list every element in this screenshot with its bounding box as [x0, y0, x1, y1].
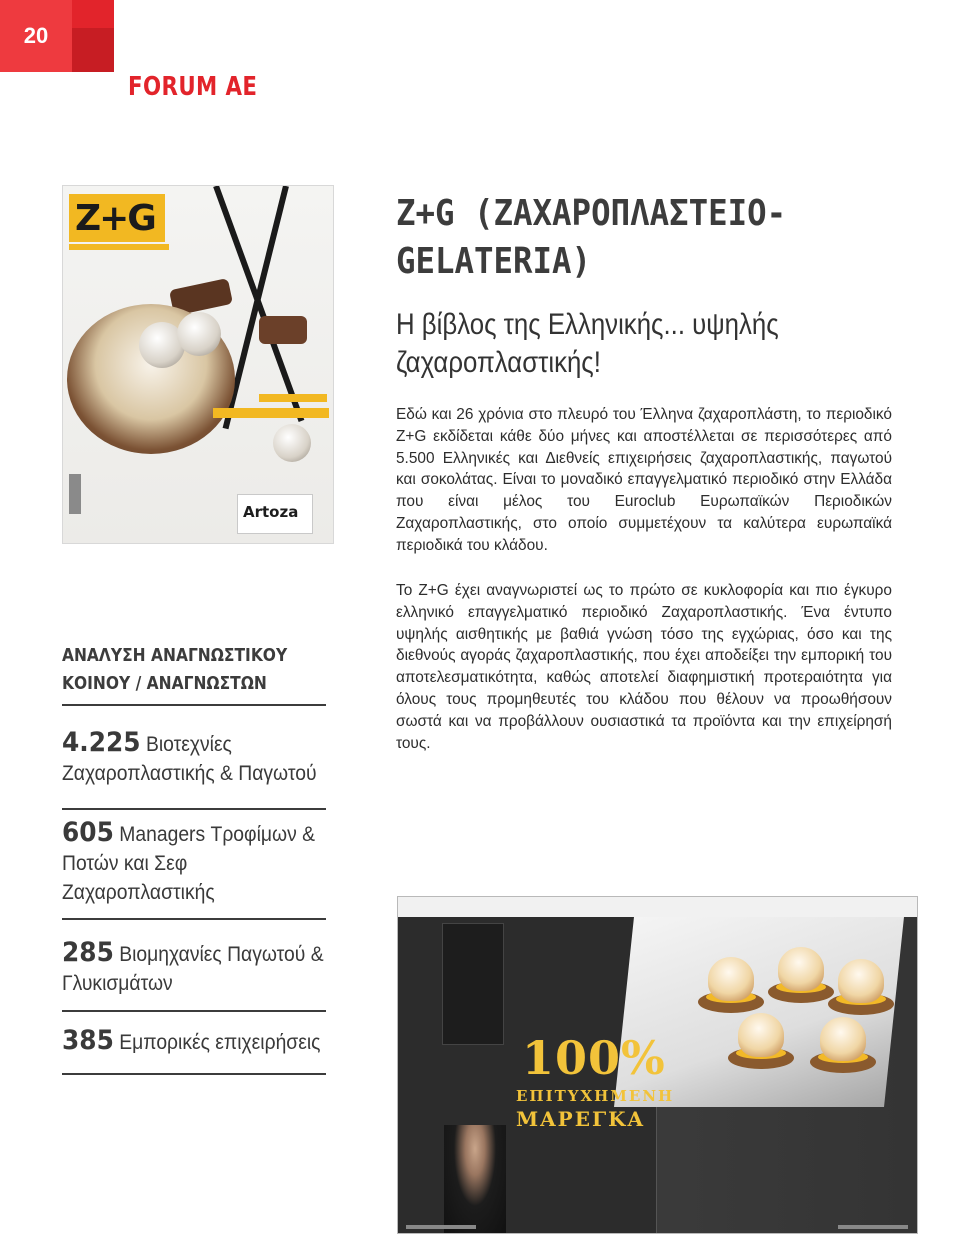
spread-tart — [768, 947, 834, 1003]
divider — [62, 808, 326, 810]
cover-banner — [213, 408, 329, 418]
divider — [62, 704, 326, 706]
stat-label: Βιοτεχνίες Ζαχαροπλαστικής & Παγωτού — [62, 733, 317, 785]
stat-label: Εμπορικές επιχειρήσεις — [119, 1031, 321, 1054]
spread-tart — [698, 957, 764, 1013]
cover-truffle — [273, 424, 311, 462]
article-paragraph: Το Z+G έχει αναγνωριστεί ως το πρώτο σε κυκλοφορία και πιο έγκυρο ελληνικό επαγγελματικό περιοδικό Ζαχαροπλαστικής. Ένα έντυπο υψηλής αισθητικής με βαθιά γνώση τόσο της εγχώριας, όσο και της διεθνούς αγοράς ζαχαροπλαστικής, που έχει αποδείξει την εμπορική του αποτελεσματικότητα, καθώς αποτελεί διαφημιστική προτεραιότητα για όλους τους προμηθευτές του κλάδου που θέλουν να προωθήσουν σωστά και να προβάλλουν ουσιαστικά τα προϊόντα και την επιχείρησή τους. — [396, 582, 892, 752]
spread-footer — [406, 1225, 476, 1229]
article-paragraph: Εδώ και 26 χρόνια στο πλευρό του Έλληνα ζαχαροπλάστη, το περιοδικό Z+G εκδίδεται κάθε δύο μήνες και αποστέλλεται σε περισσότερες από 5.500 Ελληνικές και Διεθνείς επιχειρήσεις ζαχαροπλαστικής, παγωτού και σοκολάτας. Είναι το μοναδικό επαγγελματικό περιοδικό στην Ελλάδα που είναι μέλος του Euroclub Ευρωπαϊκών Περιοδικών Ζαχαροπλαστικής, στο οποίο συμμετέχουν τα καλύτερα ευρωπαϊκά περιοδικά του κλάδου. — [396, 406, 892, 554]
spread-footer — [838, 1225, 908, 1229]
stat-label: Βιομηχανίες Παγωτού & Γλυκισμάτων — [62, 943, 324, 995]
stat-number: 4.225 — [62, 727, 141, 758]
readership-title: ΑΝΑΛΥΣΗ ΑΝΑΓΝΩΣΤΙΚΟΥ ΚΟΙΝΟΥ / ΑΝΑΓΝΩΣΤΩΝ — [62, 645, 288, 694]
readership-stat — [62, 728, 329, 788]
article-subhead: Η βίβλος της Ελληνικής... υψηλής ζαχαροπλαστικής! — [396, 308, 779, 379]
magazine-cover-image — [62, 185, 334, 544]
article-headline: Z+G (ΖΑΧΑΡΟΠΛΑΣΤΕΙΟ-GELATERIA) — [396, 193, 787, 282]
readership-stat — [62, 938, 329, 998]
spread-chef-photo — [444, 1125, 506, 1233]
readership-stat — [62, 1026, 329, 1057]
spread-tart — [728, 1013, 794, 1069]
spread-tart — [810, 1017, 876, 1073]
divider — [62, 1010, 326, 1012]
spread-big-text: 100% — [522, 1031, 666, 1085]
spread-tart — [828, 959, 894, 1015]
divider — [62, 918, 326, 920]
readership-stat — [62, 818, 329, 907]
spread-info-card — [442, 923, 504, 1045]
cover-event-badge — [237, 494, 313, 534]
spread-sub-text: ΜΑΡΕΓΚΑ — [516, 1107, 646, 1131]
cover-stripe — [69, 244, 169, 250]
spread-sub-text: ΕΠΙΤΥΧΗΜΕΝΗ — [516, 1087, 675, 1105]
cover-truffle — [177, 312, 221, 356]
stat-number: 285 — [62, 937, 114, 968]
stat-number: 385 — [62, 1025, 114, 1056]
cover-logo-text: Z+G — [75, 198, 155, 239]
magazine-spread-image — [397, 896, 918, 1234]
page-number: 20 — [0, 0, 72, 72]
stat-label: Managers Τροφίμων & Ποτών και Σεφ Ζαχαροπλαστικής — [62, 823, 316, 904]
cover-chocolate — [259, 316, 307, 344]
section-title: FORUM AE — [128, 72, 258, 102]
stat-number: 605 — [62, 817, 114, 848]
cover-side-label — [69, 474, 81, 514]
corner-accent — [72, 28, 114, 72]
spread-top-bar — [398, 897, 917, 917]
cover-event-badge-text: Artoza — [243, 503, 299, 521]
cover-banner — [259, 394, 327, 402]
cover-logo — [69, 194, 165, 242]
divider — [62, 1073, 326, 1075]
